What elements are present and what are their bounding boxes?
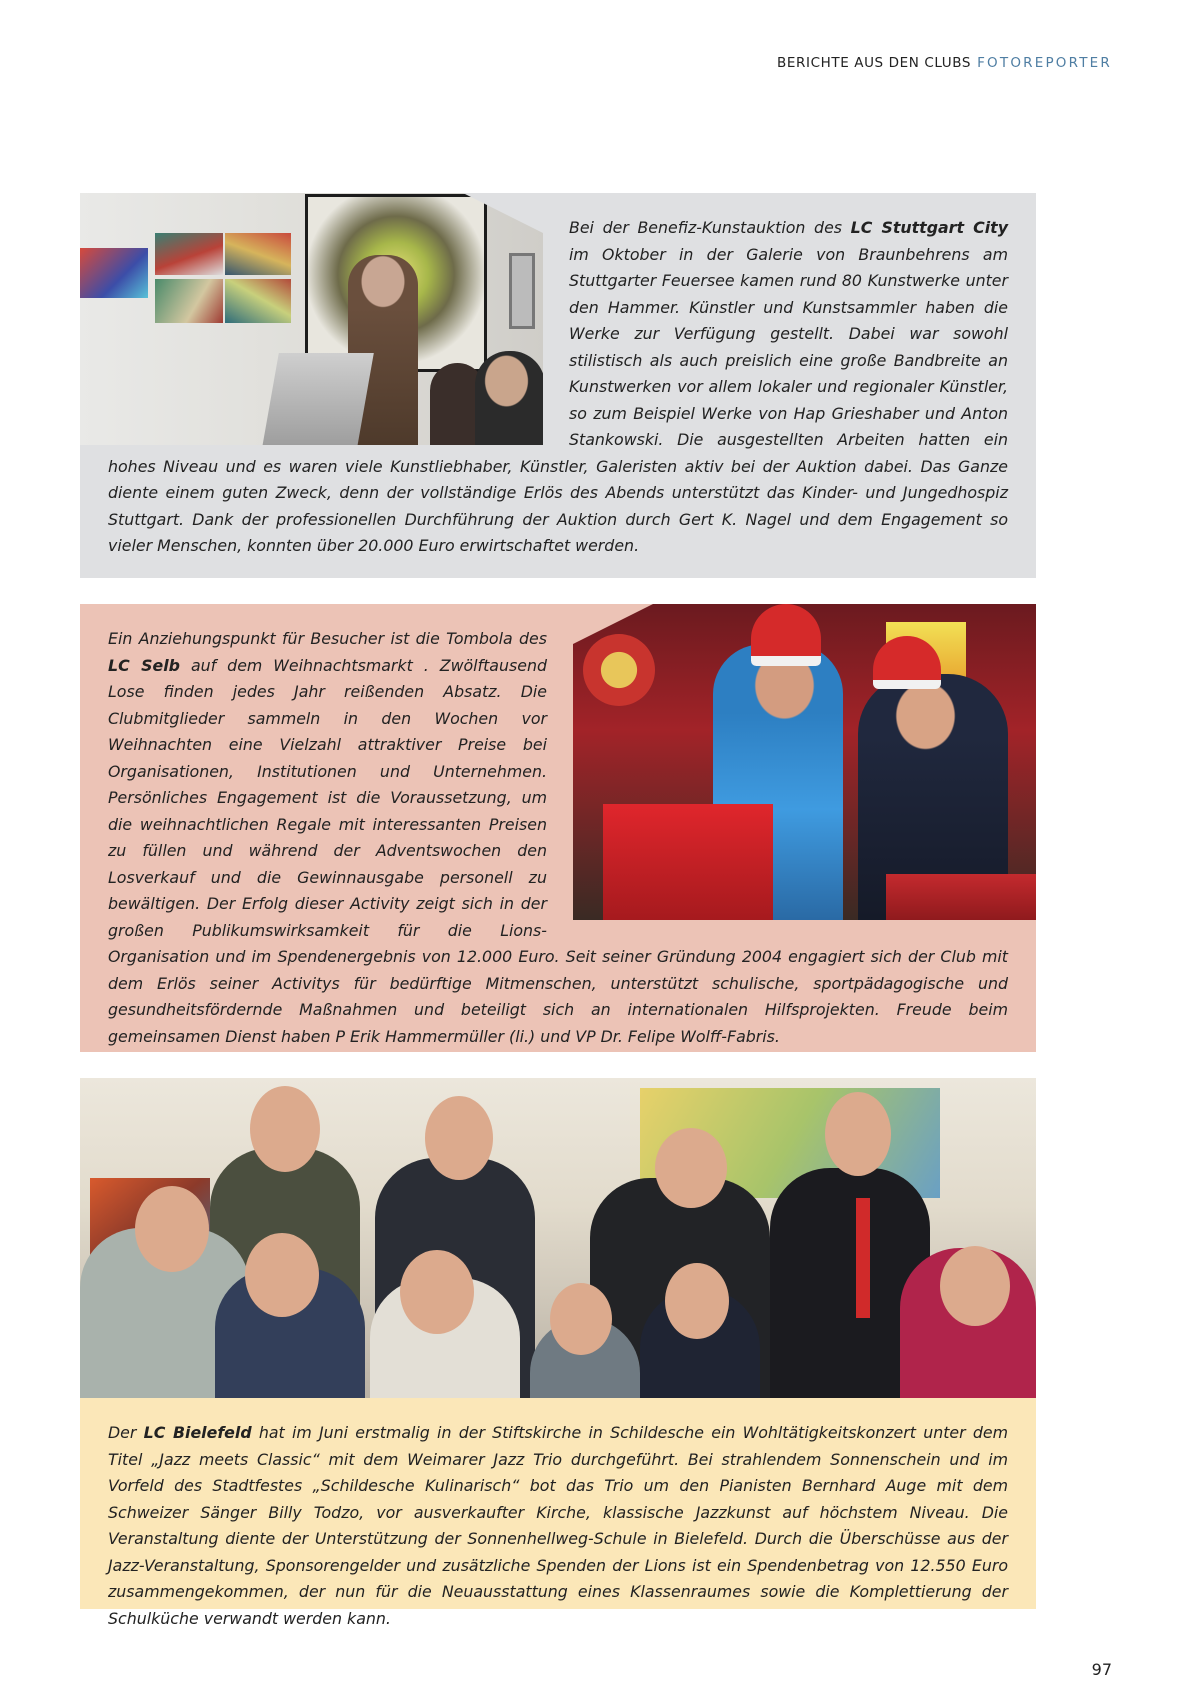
article-stuttgart bbox=[80, 193, 1036, 578]
club-name: LC Stuttgart City bbox=[850, 218, 1008, 237]
art-auction-photo bbox=[80, 193, 543, 445]
running-head-prefix: BERICHTE AUS DEN CLUBS bbox=[777, 55, 972, 71]
club-name: LC Selb bbox=[108, 655, 180, 675]
club-name: LC Bielefeld bbox=[143, 1423, 252, 1442]
article-selb bbox=[80, 604, 1036, 1052]
article-bielefeld-text: Der LC Bielefeld hat im Juni erstmalig in der Stiftskirche in Schildesche ein Wohltätigkeitskonzert unter dem Titel „Jazz meets Classic“ mit dem Weimarer Jazz Trio durchgeführt. Bei strahlendem Sonnenschein und im Vorfeld des Stadtfestes „Schildesche Kulinarisch“ bot das Trio um den Pianisten Bernhard Auge mit dem Schweizer Sänger Billy Todzo, vor ausverkaufter Kirche, klassische Jazzkunst auf höchstem Niveau. Die Veranstaltung diente der Unterstützung der Sonnenhellweg-Schule in Bielefeld. Durch die Überschüsse aus der Jazz-Veranstaltung, Sponsorengelder und zusätzliche Spenden der Lions ist ein Spendenbetrag von 12.550 Euro zusammengekommen, der nun für die Neuausstattung eines Klassenraumes sowie die Komplettierung der Schulküche verwandt werden kann. bbox=[108, 1423, 1009, 1628]
article-stuttgart-text: Bei der Benefiz-Kunstauktion des LC Stuttgart City im Oktober in der Galerie von Braunbehrens am Stuttgarter Feuersee kamen rund 80 Kunstwerke unter den Hammer. Künstler und Kunstsammler haben die Werke zur Verfügung gestellt. Dabei war sowohl stilistisch als auch preislich eine große Bandbreite an Kunstwerken vor allem lokaler und regionaler Künstler, so zum Beispiel Werke von Hap Grieshaber und Anton Stankowski. Die ausgestellten Arbeiten hatten ein hohes Niveau und es waren viele Kunstliebhaber, Künstler, Galeristen aktiv bei der Auktion dabei. Das Ganze diente einem guten Zweck, denn der vollständige Erlös des Abends unterstützt das Kinder- und Jungedhospiz Stuttgart. Dank der professionellen Durchführung der Auktion durch Gert K. Nagel und dem Engagement so vieler Menschen, konnten über 20.000 Euro erwirtschaftet werden. bbox=[108, 218, 1008, 555]
christmas-market-photo bbox=[573, 604, 1036, 920]
running-head-section: FOTOREPORTER bbox=[977, 55, 1112, 71]
article-bielefeld bbox=[80, 1398, 1036, 1628]
running-head bbox=[777, 55, 1112, 71]
group-photo bbox=[80, 1078, 1036, 1398]
article-selb-text: Ein Anziehungspunkt für Besucher ist die Tombola des LC Selb auf dem Weihnachtsmarkt . Zwölftausend Lose finden jedes Jahr reißenden Absatz. Die Clubmitglieder sammeln in den Wochen vor Weihnachten eine Vielzahl attraktiver Preise bei Organisationen, Institutionen und Unternehmen. Persönliches Engagement ist die Voraussetzung, um die weihnachtlichen Regale mit interessanten Preisen zu füllen und während der Adventswochen den Losverkauf und die Gewinnausgabe personell zu bewältigen. Der Erfolg dieser Activity zeigt sich in der großen Publikumswirksamkeit für die Lions-Organisation und im Spendenergebnis von 12.000 Euro. Seit seiner Gründung 2004 engagiert sich der Club mit dem Erlös seiner Activitys für bedürftige Mitmenschen, unterstützt schulische, sportpädagogische und gesundheitsfördernde Maßnahmen und beteiligt sich an internationalen Hilfsprojekten. Freude beim gemeinsamen Dienst haben P Erik Hammermüller (li.) und VP Dr. Felipe Wolff-Fabris. bbox=[108, 629, 1008, 1046]
page-number: 97 bbox=[1091, 1660, 1112, 1679]
